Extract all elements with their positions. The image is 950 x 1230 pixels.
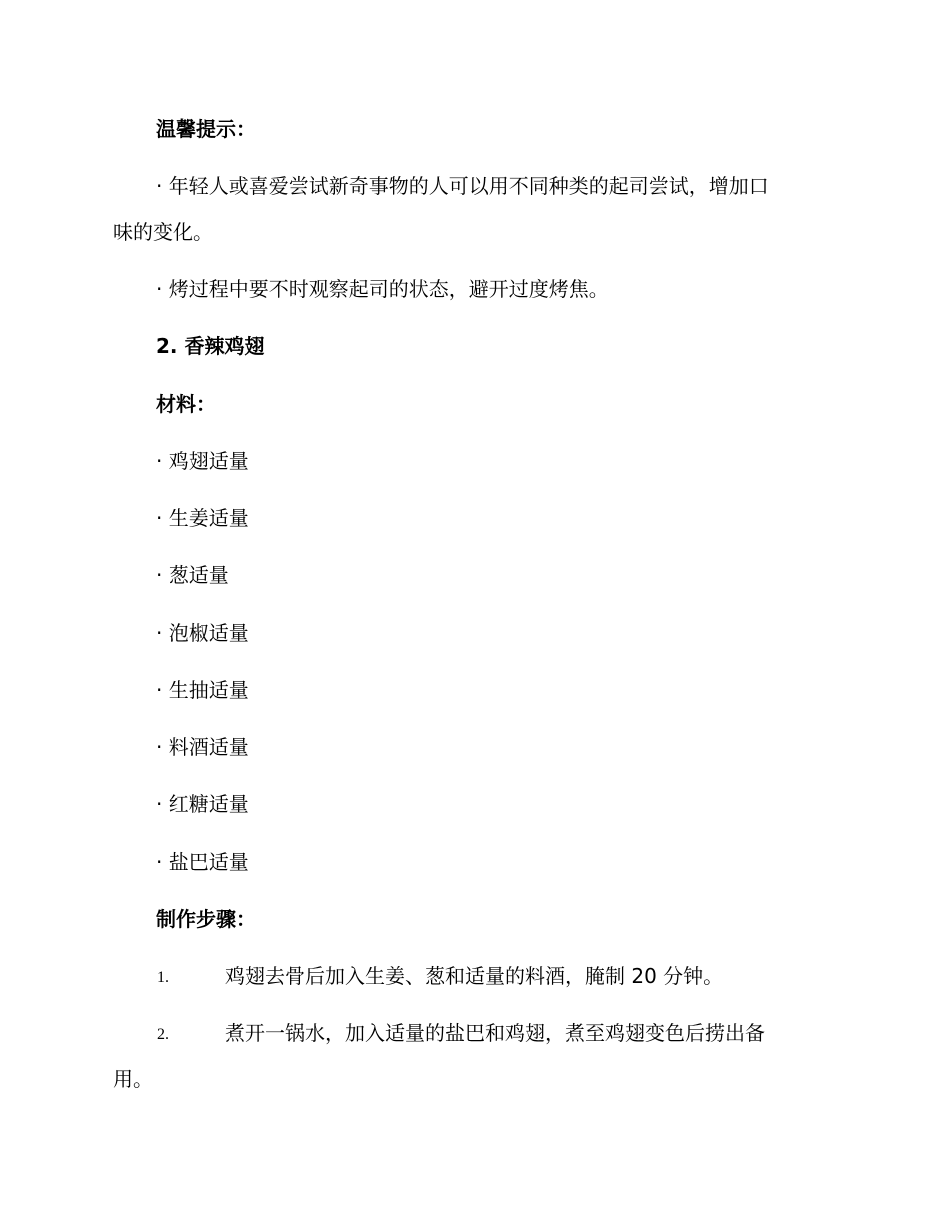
step-text-continuation: 用。 [113,1067,153,1091]
step-text: 煮开一锅水，加入适量的盐巴和鸡翅，煮至鸡翅变色后捞出备 [225,1021,765,1045]
materials-heading: 材料： [156,392,216,416]
step-number: 2. [157,1026,169,1043]
material-item: · 生抽适量 [156,678,249,702]
material-item: · 葱适量 [156,563,229,587]
material-item: · 料酒适量 [156,735,249,759]
material-item: · 泡椒适量 [156,621,249,645]
tip-item-2: · 烤过程中要不时观察起司的状态，避开过度烤焦。 [156,277,609,301]
material-item: · 生姜适量 [156,506,249,530]
tip-item-1-line-1: · 年轻人或喜爱尝试新奇事物的人可以用不同种类的起司尝试，增加口 [156,174,769,198]
tip-item-1-line-2: 味的变化。 [113,220,213,244]
material-item: · 盐巴适量 [156,850,249,874]
recipe-title: 2. 香辣鸡翅 [156,334,265,358]
material-item: · 红糖适量 [156,792,249,816]
material-item: · 鸡翅适量 [156,449,249,473]
steps-heading: 制作步骤： [156,907,256,931]
step-text: 鸡翅去骨后加入生姜、葱和适量的料酒，腌制 20 分钟。 [225,964,724,988]
step-number: 1. [157,969,169,986]
tips-heading: 温馨提示： [156,117,256,141]
